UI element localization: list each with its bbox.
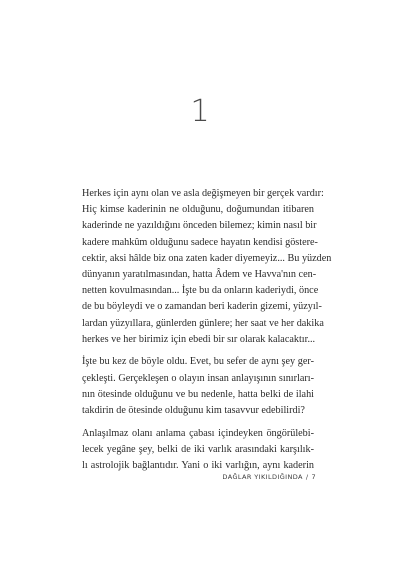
footer-separator: / bbox=[305, 473, 309, 481]
text-line: Anlaşılmaz olanı anlama çabası içindeyken öngörülebi- bbox=[82, 427, 314, 439]
text-line: netten kovulmasından... İşte bu da onların kaderiydi, önce bbox=[82, 285, 319, 297]
text-line: lardan yüzyıllara, günlerden günlere; her saat ve her dakika bbox=[82, 317, 324, 329]
paragraph bbox=[82, 354, 314, 419]
text-line: çekleşti. Gerçekleşen o olayın insan anlayışının sınırları- bbox=[82, 372, 314, 384]
text-line: herkes ve her birimiz için ebedi bir sır olarak kalacaktır... bbox=[82, 333, 316, 345]
text-line: lecek yegâne şey, belki de iki varlık arasındaki karşılık- bbox=[82, 443, 314, 455]
text-line: Herkes için aynı olan ve asla değişmeyen bir gerçek vardır: bbox=[82, 188, 324, 199]
text-line: dünyanın yaratılmasından, hatta Âdem ve Havva'nın cen- bbox=[82, 268, 317, 280]
chapter-number: 1 bbox=[190, 94, 210, 129]
body-text bbox=[82, 186, 332, 474]
text-line: kaderinde ne yazıldığını önceden bilemez; kimin nasıl bir bbox=[82, 220, 317, 232]
text-line: takdirin de ötesinde olduğunu kim tasavvur edebilirdi? bbox=[82, 404, 305, 416]
page-number: 7 bbox=[311, 473, 316, 481]
text-line: de bu böyleydi ve o zamandan beri kaderin gizemi, yüzyıl- bbox=[82, 301, 322, 313]
paragraph bbox=[82, 426, 314, 475]
text-line: İşte bu kez de böyle oldu. Evet, bu sefer de aynı şey ger- bbox=[82, 356, 314, 368]
text-line: Hiç kimse kaderinin ne olduğunu, doğumundan itibaren bbox=[82, 204, 314, 216]
book-title: DAĞLAR YIKILDIĞINDA bbox=[222, 473, 303, 481]
text-line: lı astrolojik bağlantıdır. Yani o iki varlığın, aynı kaderin bbox=[82, 460, 314, 471]
text-line: nın ötesinde olduğunu ve bu nedenle, hatta belki de ilahi bbox=[82, 388, 314, 400]
text-line: kadere mahkûm olduğunu sadece hayatın kendisi gösterе- bbox=[82, 236, 318, 248]
text-line: cektir, aksi hâlde biz ona zaten kader diyemeyiz... Bu yüzden bbox=[82, 252, 332, 264]
running-footer bbox=[222, 473, 316, 481]
paragraph bbox=[82, 186, 332, 348]
